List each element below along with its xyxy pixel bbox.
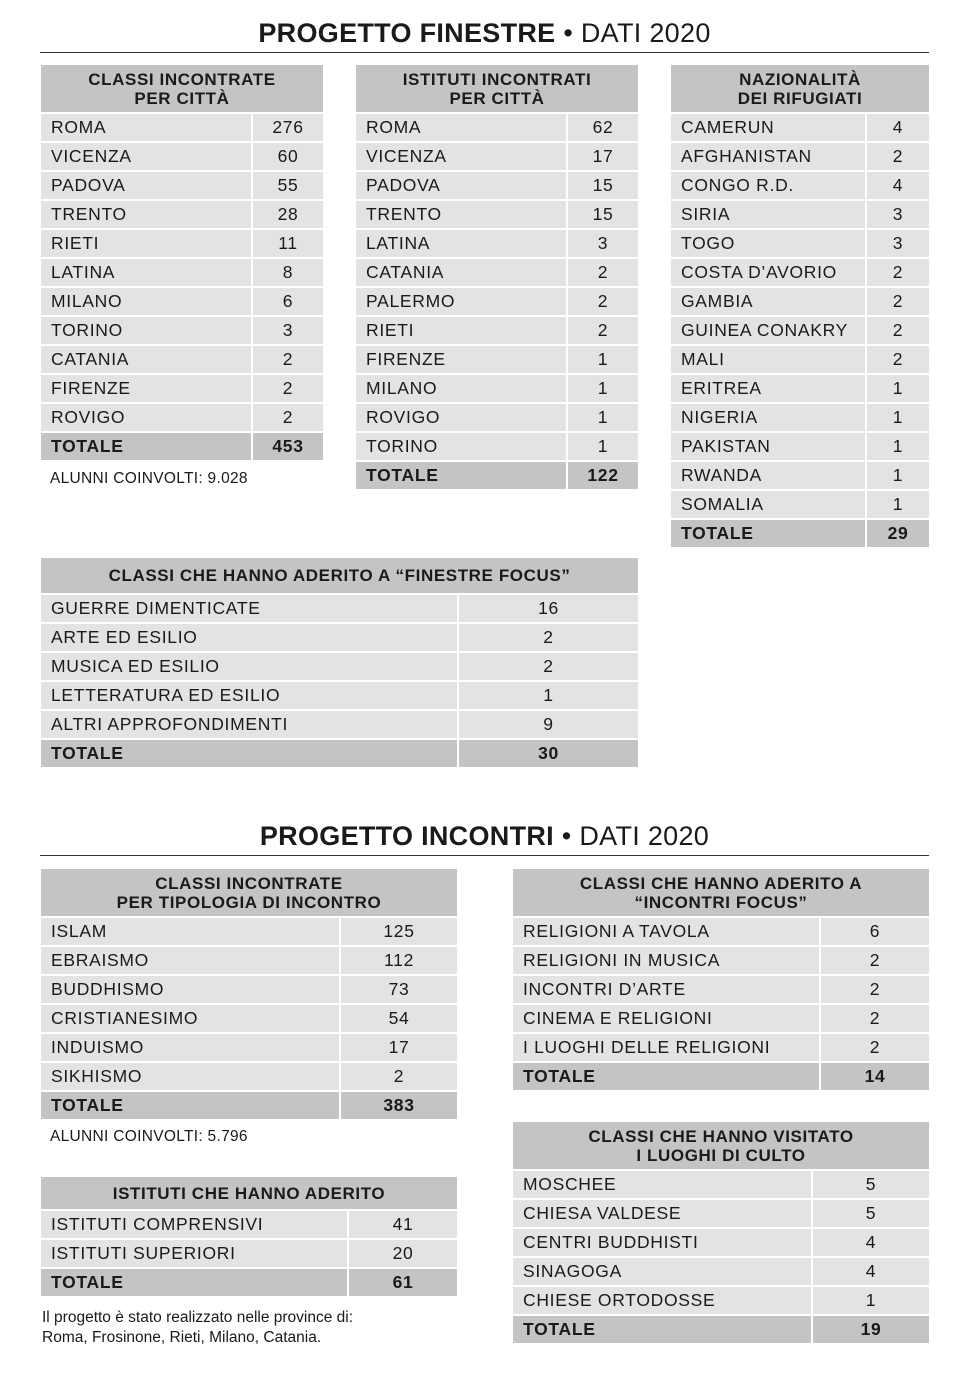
footnote-line: Il progetto è stato realizzato nelle province di: <box>42 1309 354 1326</box>
table-row <box>41 918 457 947</box>
table-row <box>356 259 638 288</box>
row-label: BUDDHISMO <box>41 976 339 1003</box>
table-header <box>41 869 457 918</box>
row-label: CATANIA <box>41 346 251 373</box>
total-value: 14 <box>819 1063 929 1090</box>
row-value: 2 <box>819 976 929 1003</box>
row-value: 62 <box>566 114 638 141</box>
table-row <box>356 114 638 143</box>
total-value: 122 <box>566 462 638 489</box>
table-row <box>41 346 323 375</box>
row-label: TRENTO <box>356 201 566 228</box>
row-value: 8 <box>251 259 323 286</box>
table-header-line: PER CITTÀ <box>449 88 545 108</box>
table-row <box>671 201 929 230</box>
row-value: 9 <box>457 711 638 738</box>
row-label: LATINA <box>41 259 251 286</box>
table-row <box>513 976 929 1005</box>
table-header <box>41 1177 457 1211</box>
table-row <box>41 375 323 404</box>
table-header-line: CLASSI CHE HANNO ADERITO A <box>579 873 863 893</box>
row-value: 20 <box>347 1240 457 1267</box>
total-value: 453 <box>251 433 323 460</box>
row-label: EBRAISMO <box>41 947 339 974</box>
row-value: 1 <box>566 375 638 402</box>
title-bold: PROGETTO FINESTRE <box>258 18 556 48</box>
row-value: 28 <box>251 201 323 228</box>
table-header <box>356 65 638 114</box>
table-finestre-focus <box>41 558 638 769</box>
row-label: PADOVA <box>41 172 251 199</box>
table-row <box>356 288 638 317</box>
row-label: CINEMA E RELIGIONI <box>513 1005 819 1032</box>
table-row <box>41 682 638 711</box>
row-label: RELIGIONI IN MUSICA <box>513 947 819 974</box>
row-label: I LUOGHI DELLE RELIGIONI <box>513 1034 819 1061</box>
total-label: TOTALE <box>41 1092 339 1119</box>
table-header-line: NAZIONALITÀ <box>739 69 861 89</box>
row-value: 2 <box>251 346 323 373</box>
table-row <box>356 317 638 346</box>
table-header-line: PER TIPOLOGIA DI INCONTRO <box>116 892 382 912</box>
table-row <box>356 433 638 462</box>
total-label: TOTALE <box>41 740 457 767</box>
table-row <box>513 1258 929 1287</box>
table-row <box>41 1240 457 1269</box>
table-istituti-aderito <box>41 1177 457 1298</box>
table-row <box>41 624 638 653</box>
table-header-line: ISTITUTI INCONTRATI <box>402 69 592 89</box>
row-label: FIRENZE <box>41 375 251 402</box>
row-value: 3 <box>865 201 929 228</box>
table-header-line: PER CITTÀ <box>134 88 230 108</box>
row-label: GUERRE DIMENTICATE <box>41 595 457 622</box>
row-value: 2 <box>457 624 638 651</box>
row-label: LETTERATURA ED ESILIO <box>41 682 457 709</box>
table-total-row <box>41 1269 457 1298</box>
row-label: ROMA <box>41 114 251 141</box>
section-title-finestre <box>40 18 929 53</box>
table-row <box>356 230 638 259</box>
table-row <box>671 143 929 172</box>
row-value: 2 <box>819 1034 929 1061</box>
row-value: 3 <box>566 230 638 257</box>
table-row <box>41 1034 457 1063</box>
total-label: TOTALE <box>41 433 251 460</box>
row-value: 2 <box>865 317 929 344</box>
table-row <box>671 375 929 404</box>
row-label: CONGO R.D. <box>671 172 865 199</box>
table-row <box>671 288 929 317</box>
row-value: 17 <box>566 143 638 170</box>
row-value: 2 <box>865 143 929 170</box>
row-label: PAKISTAN <box>671 433 865 460</box>
total-value: 383 <box>339 1092 457 1119</box>
row-value: 2 <box>566 288 638 315</box>
row-value: 1 <box>865 375 929 402</box>
table-row <box>513 1171 929 1200</box>
row-value: 1 <box>865 433 929 460</box>
title-light: • DATI 2020 <box>563 18 711 48</box>
table-row <box>671 230 929 259</box>
table-header <box>41 558 638 595</box>
row-label: MILANO <box>41 288 251 315</box>
row-label: RELIGIONI A TAVOLA <box>513 918 819 945</box>
table-header <box>513 869 929 918</box>
total-label: TOTALE <box>356 462 566 489</box>
row-value: 1 <box>865 404 929 431</box>
table-tipologia-incontro <box>41 869 457 1121</box>
table-row <box>513 1200 929 1229</box>
row-label: VICENZA <box>41 143 251 170</box>
total-label: TOTALE <box>513 1063 819 1090</box>
table-row <box>41 1005 457 1034</box>
row-label: ISTITUTI COMPRENSIVI <box>41 1211 347 1238</box>
table-row <box>671 462 929 491</box>
footnote-province <box>42 1308 353 1348</box>
table-row <box>513 1229 929 1258</box>
table-row <box>41 143 323 172</box>
row-label: TORINO <box>356 433 566 460</box>
table-row <box>41 404 323 433</box>
row-value: 16 <box>457 595 638 622</box>
table-total-row <box>513 1316 929 1345</box>
row-value: 1 <box>865 462 929 489</box>
row-value: 15 <box>566 201 638 228</box>
total-value: 30 <box>457 740 638 767</box>
row-value: 54 <box>339 1005 457 1032</box>
table-header-line: CLASSI INCONTRATE <box>155 873 343 893</box>
table-row <box>513 918 929 947</box>
row-label: GAMBIA <box>671 288 865 315</box>
table-row <box>671 433 929 462</box>
row-label: RIETI <box>41 230 251 257</box>
row-label: AFGHANISTAN <box>671 143 865 170</box>
title-light: • DATI 2020 <box>561 821 710 851</box>
total-value: 61 <box>347 1269 457 1296</box>
row-label: RWANDA <box>671 462 865 489</box>
table-nazionalita-rifugiati <box>671 65 929 549</box>
table-row <box>41 947 457 976</box>
row-label: MILANO <box>356 375 566 402</box>
table-header-line: DEI RIFUGIATI <box>737 88 863 108</box>
row-label: GUINEA CONAKRY <box>671 317 865 344</box>
row-value: 11 <box>251 230 323 257</box>
row-value: 1 <box>865 491 929 518</box>
table-total-row <box>671 520 929 549</box>
row-label: CHIESA VALDESE <box>513 1200 811 1227</box>
row-value: 2 <box>865 346 929 373</box>
table-header-line: CLASSI CHE HANNO VISITATO <box>588 1126 854 1146</box>
row-value: 2 <box>566 317 638 344</box>
row-value: 1 <box>566 433 638 460</box>
row-value: 112 <box>339 947 457 974</box>
row-label: FIRENZE <box>356 346 566 373</box>
total-label: TOTALE <box>513 1316 811 1343</box>
row-label: SINAGOGA <box>513 1258 811 1285</box>
row-value: 1 <box>566 346 638 373</box>
row-label: SIRIA <box>671 201 865 228</box>
table-row <box>41 317 323 346</box>
table-header-line: CLASSI CHE HANNO ADERITO A “FINESTRE FOCUS” <box>108 566 571 585</box>
table-row <box>356 172 638 201</box>
row-value: 3 <box>865 230 929 257</box>
table-total-row <box>41 1092 457 1121</box>
table-row <box>671 172 929 201</box>
row-value: 4 <box>811 1258 929 1285</box>
row-value: 125 <box>339 918 457 945</box>
table-header <box>513 1122 929 1171</box>
row-label: TOGO <box>671 230 865 257</box>
table-header-line: “INCONTRI FOCUS” <box>634 892 808 912</box>
row-value: 2 <box>251 375 323 402</box>
title-bold: PROGETTO INCONTRI <box>259 821 554 851</box>
row-value: 4 <box>811 1229 929 1256</box>
row-value: 2 <box>819 1005 929 1032</box>
row-value: 2 <box>566 259 638 286</box>
table-istituti-per-citta <box>356 65 638 491</box>
row-value: 2 <box>819 947 929 974</box>
row-value: 55 <box>251 172 323 199</box>
table-total-row <box>41 433 323 462</box>
row-value: 6 <box>251 288 323 315</box>
table-total-row <box>513 1063 929 1092</box>
table-row <box>41 1063 457 1092</box>
table-row <box>41 114 323 143</box>
row-label: ERITREA <box>671 375 865 402</box>
row-value: 4 <box>865 114 929 141</box>
table-row <box>41 595 638 624</box>
table-header-line: CLASSI INCONTRATE <box>88 69 276 89</box>
total-value: 19 <box>811 1316 929 1343</box>
row-value: 73 <box>339 976 457 1003</box>
table-luoghi-di-culto <box>513 1122 929 1345</box>
table-row <box>41 259 323 288</box>
row-label: INDUISMO <box>41 1034 339 1061</box>
table-row <box>41 172 323 201</box>
row-label: CENTRI BUDDHISTI <box>513 1229 811 1256</box>
table-row <box>513 1005 929 1034</box>
row-label: CATANIA <box>356 259 566 286</box>
row-label: MALI <box>671 346 865 373</box>
row-label: CRISTIANESIMO <box>41 1005 339 1032</box>
row-value: 41 <box>347 1211 457 1238</box>
table-row <box>671 346 929 375</box>
row-value: 2 <box>339 1063 457 1090</box>
table-row <box>513 1034 929 1063</box>
table-total-row <box>41 740 638 769</box>
row-label: ROMA <box>356 114 566 141</box>
row-value: 2 <box>457 653 638 680</box>
row-label: ROVIGO <box>356 404 566 431</box>
row-label: PALERMO <box>356 288 566 315</box>
row-label: LATINA <box>356 230 566 257</box>
table-header <box>41 65 323 114</box>
row-label: MOSCHEE <box>513 1171 811 1198</box>
table-row <box>41 976 457 1005</box>
table-row <box>41 653 638 682</box>
table-row <box>513 947 929 976</box>
row-value: 3 <box>251 317 323 344</box>
note-alunni-incontri: ALUNNI COINVOLTI: 5.796 <box>50 1128 248 1145</box>
row-label: RIETI <box>356 317 566 344</box>
row-label: PADOVA <box>356 172 566 199</box>
row-value: 1 <box>457 682 638 709</box>
row-label: ALTRI APPROFONDIMENTI <box>41 711 457 738</box>
row-value: 5 <box>811 1200 929 1227</box>
row-value: 2 <box>251 404 323 431</box>
table-row <box>671 259 929 288</box>
section-title-incontri <box>40 821 929 856</box>
table-row <box>356 375 638 404</box>
row-label: SOMALIA <box>671 491 865 518</box>
row-label: TRENTO <box>41 201 251 228</box>
table-row <box>671 114 929 143</box>
row-label: MUSICA ED ESILIO <box>41 653 457 680</box>
table-incontri-focus <box>513 869 929 1092</box>
table-total-row <box>356 462 638 491</box>
table-row <box>671 404 929 433</box>
row-label: NIGERIA <box>671 404 865 431</box>
row-value: 60 <box>251 143 323 170</box>
table-row <box>356 346 638 375</box>
table-row <box>671 491 929 520</box>
row-value: 276 <box>251 114 323 141</box>
row-label: VICENZA <box>356 143 566 170</box>
table-row <box>41 288 323 317</box>
table-row <box>41 1211 457 1240</box>
table-row <box>671 317 929 346</box>
note-alunni-finestre: ALUNNI COINVOLTI: 9.028 <box>50 470 248 487</box>
row-value: 2 <box>865 259 929 286</box>
table-row <box>356 201 638 230</box>
row-label: TORINO <box>41 317 251 344</box>
table-header <box>671 65 929 114</box>
row-value: 15 <box>566 172 638 199</box>
row-value: 17 <box>339 1034 457 1061</box>
row-label: CAMERUN <box>671 114 865 141</box>
row-label: ROVIGO <box>41 404 251 431</box>
total-value: 29 <box>865 520 929 547</box>
table-row <box>513 1287 929 1316</box>
row-label: SIKHISMO <box>41 1063 339 1090</box>
table-header-line: I LUOGHI DI CULTO <box>636 1145 806 1165</box>
row-label: ISTITUTI SUPERIORI <box>41 1240 347 1267</box>
row-value: 6 <box>819 918 929 945</box>
row-label: INCONTRI D’ARTE <box>513 976 819 1003</box>
row-label: ISLAM <box>41 918 339 945</box>
row-value: 2 <box>865 288 929 315</box>
row-value: 1 <box>566 404 638 431</box>
row-value: 1 <box>811 1287 929 1314</box>
table-header-line: ISTITUTI CHE HANNO ADERITO <box>112 1183 386 1203</box>
table-row <box>356 404 638 433</box>
row-label: ARTE ED ESILIO <box>41 624 457 651</box>
row-value: 5 <box>811 1171 929 1198</box>
table-row <box>356 143 638 172</box>
total-label: TOTALE <box>671 520 865 547</box>
table-row <box>41 230 323 259</box>
footnote-line: Roma, Frosinone, Rieti, Milano, Catania. <box>42 1329 322 1346</box>
table-classi-per-citta <box>41 65 323 462</box>
row-value: 4 <box>865 172 929 199</box>
total-label: TOTALE <box>41 1269 347 1296</box>
table-row <box>41 201 323 230</box>
row-label: COSTA D’AVORIO <box>671 259 865 286</box>
row-label: CHIESE ORTODOSSE <box>513 1287 811 1314</box>
table-row <box>41 711 638 740</box>
